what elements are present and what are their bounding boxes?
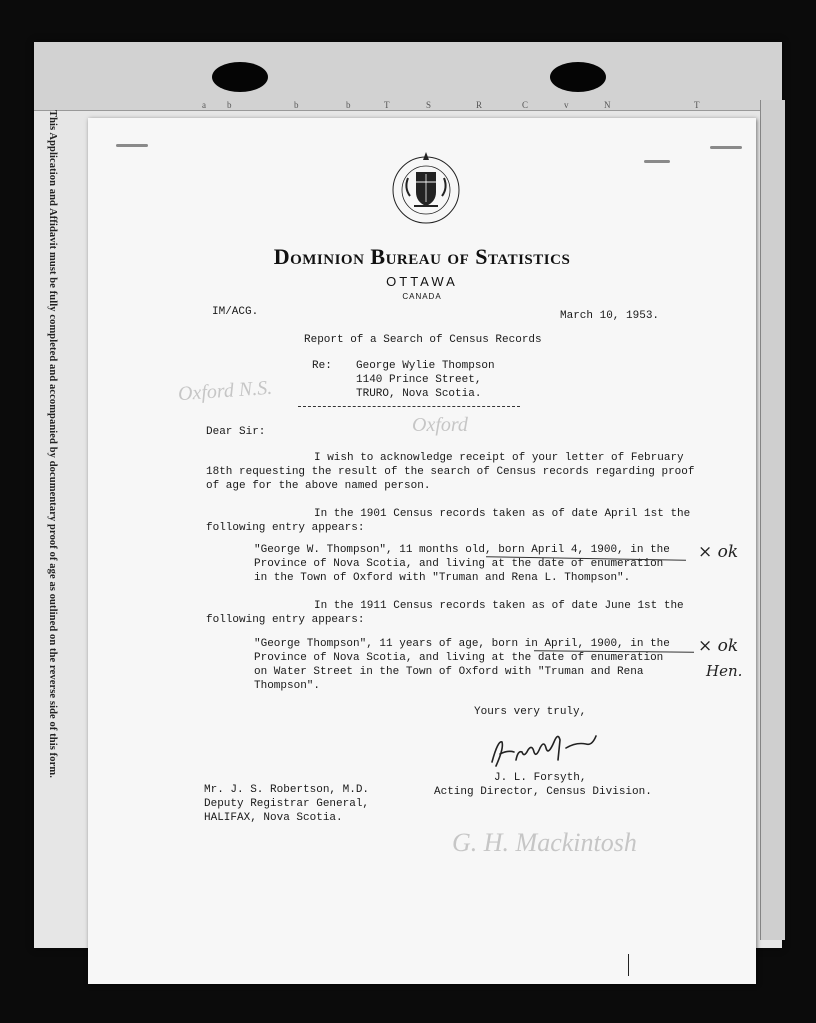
pen-stroke <box>628 954 629 976</box>
letterhead-title: Dominion Bureau of Statistics <box>273 244 571 269</box>
entry1-line2: Province of Nova Scotia, and living at the date of enumeration <box>254 558 664 570</box>
signer-name: J. L. Forsyth, <box>494 772 587 784</box>
letterhead-country: CANADA <box>402 292 442 301</box>
paragraph3-line1: In the 1911 Census records taken as of date June 1st the <box>314 600 684 612</box>
entry2-line1: "George Thompson", 11 years of age, born in April, 1900, in the <box>254 638 670 650</box>
signature-icon <box>486 732 616 774</box>
canada-crest-icon <box>386 148 466 228</box>
letter-page <box>88 118 756 984</box>
paragraph3-line2: following entry appears: <box>206 614 365 626</box>
staple-mark <box>116 144 148 147</box>
show-through-signature: G. H. Mackintosh <box>452 828 637 857</box>
paragraph2-line1: In the 1901 Census records taken as of date April 1st the <box>314 508 691 520</box>
paragraph1-line2: 18th requesting the result of the search of Census records regarding proof <box>206 466 695 478</box>
staple-mark <box>710 146 742 149</box>
paragraph1-line1: I wish to acknowledge receipt of your letter of February <box>314 452 684 464</box>
back-sheet-edge <box>760 100 785 940</box>
side-instruction <box>36 110 80 950</box>
letterhead-city: OTTAWA <box>386 274 458 289</box>
letter-date: March 10, 1953. <box>560 310 660 322</box>
staple-mark <box>644 160 670 163</box>
recipient-name: Mr. J. S. Robertson, M.D. <box>204 784 370 796</box>
handwritten-ok-mark: × ok <box>698 636 739 656</box>
signer-title: Acting Director, Census Division. <box>434 786 652 798</box>
paragraph2-line2: following entry appears: <box>206 522 365 534</box>
paragraph1-line3: of age for the above named person. <box>206 480 431 492</box>
closing: Yours very truly, <box>474 706 587 718</box>
back-sheet-faint-letters: a b b b T S R C v N T <box>202 100 700 110</box>
salutation: Dear Sir: <box>206 426 266 438</box>
entry2-line2: Province of Nova Scotia, and living at the date of enumeration <box>254 652 664 664</box>
re-underline <box>298 406 520 407</box>
recipient-city: HALIFAX, Nova Scotia. <box>204 812 343 824</box>
entry2-line3: on Water Street in the Town of Oxford with "Truman and Rena <box>254 666 644 678</box>
punch-hole-left <box>212 62 268 92</box>
show-through-handwriting: Oxford N.S. <box>177 376 273 406</box>
letter-subject: Report of a Search of Census Records <box>304 334 542 346</box>
punch-hole-right <box>550 62 606 92</box>
entry2-line4: Thompson". <box>254 680 321 692</box>
entry1-line3: in the Town of Oxford with "Truman and Rena L. Thompson". <box>254 572 631 584</box>
re-city: TRURO, Nova Scotia. <box>356 388 482 400</box>
show-through-handwriting: Oxford <box>412 414 468 436</box>
handwritten-ok-mark: × ok <box>698 542 739 562</box>
reference-code: IM/ACG. <box>212 306 259 318</box>
recipient-title: Deputy Registrar General, <box>204 798 370 810</box>
side-instruction-text: This Application and Affidavit must be fully completed and accompanied by documentary proof of age as outlined on the reverse side of this form. <box>47 110 58 778</box>
re-street: 1140 Prince Street, <box>356 374 482 386</box>
handwritten-initials: Hen. <box>706 662 743 680</box>
re-name: George Wylie Thompson <box>356 360 495 372</box>
entry1-line1: "George W. Thompson", 11 months old, born April 4, 1900, in the <box>254 544 670 556</box>
re-label: Re: <box>312 360 332 372</box>
